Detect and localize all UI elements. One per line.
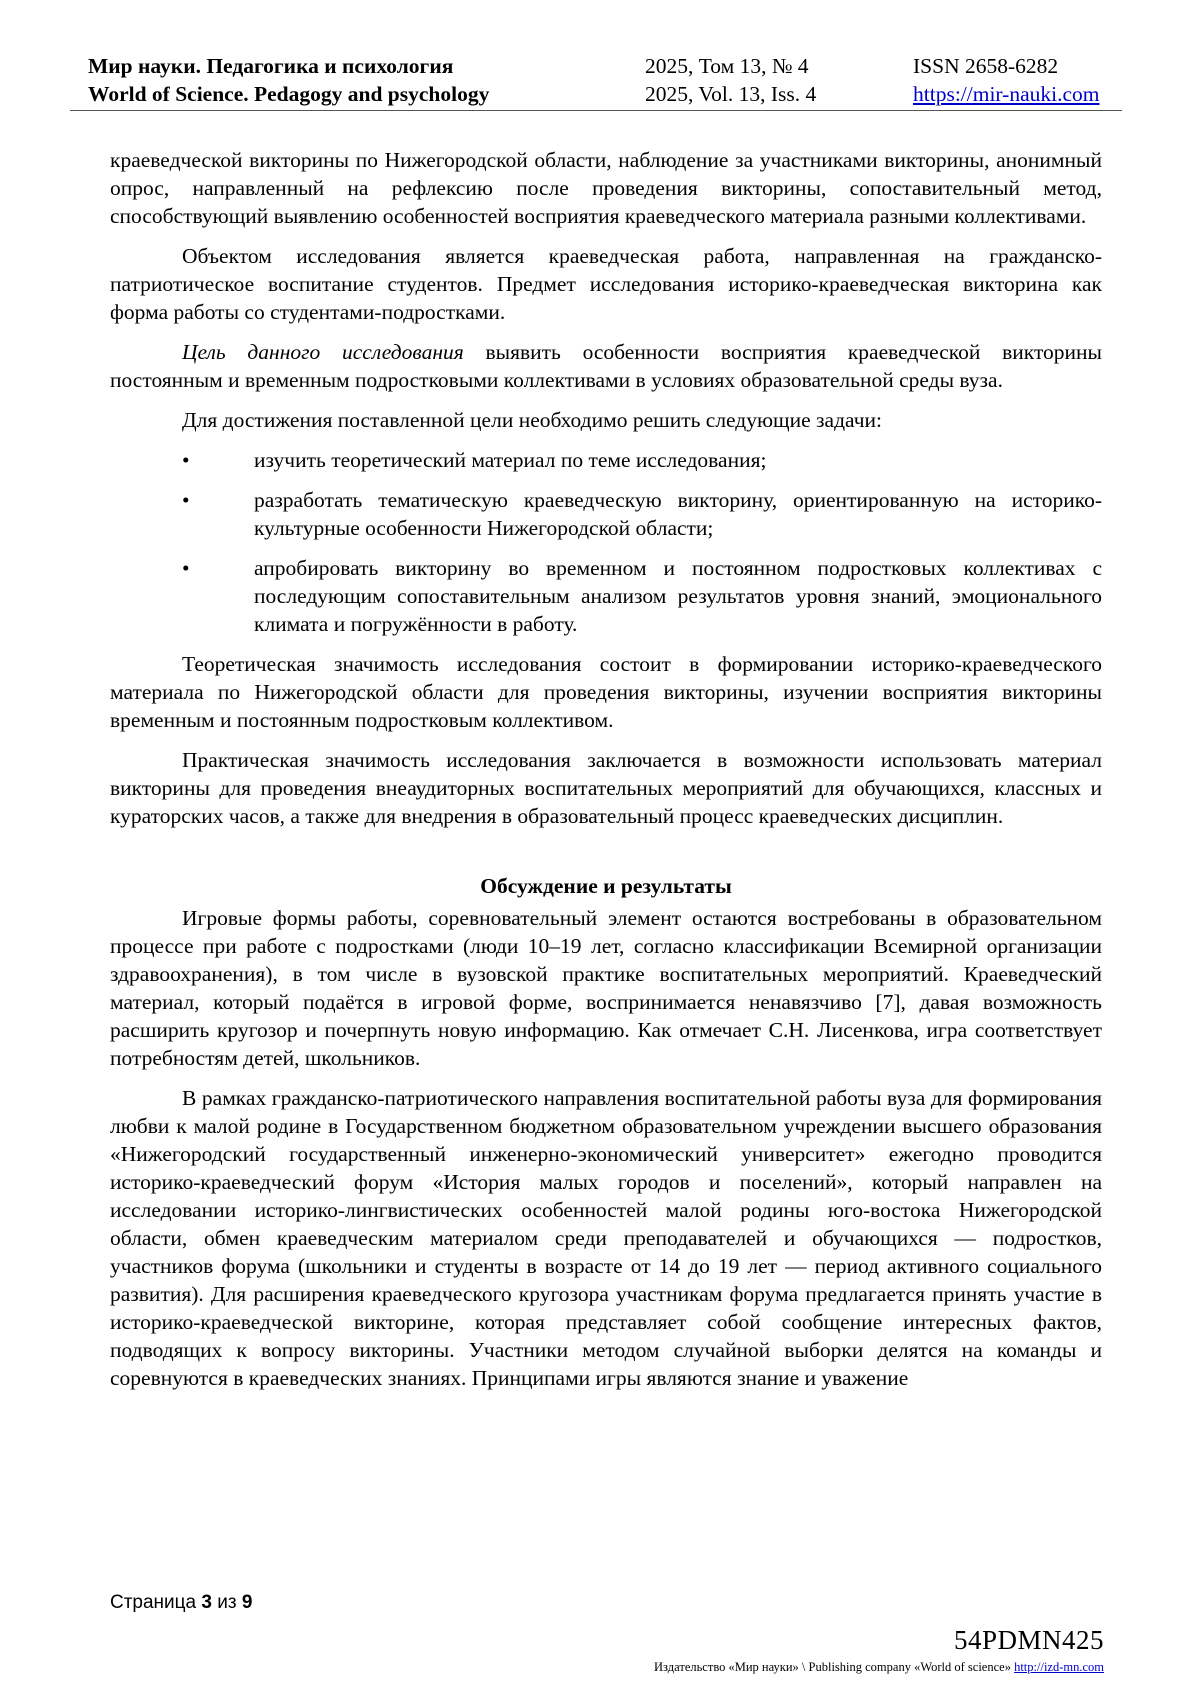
article-code: 54PDMN425 — [953, 1625, 1104, 1655]
paragraph-goal — [110, 338, 1102, 394]
task-text: апробировать викторину во временном и постоянном подростковых коллективах с последующим сопоставительным анализом результатов уровня знаний, эмоционального климата и погружённости в работу. — [254, 556, 1102, 636]
list-item — [110, 554, 1102, 638]
paragraph-tasks-intro: Для достижения поставленной цели необходимо решить следующие задачи: — [182, 408, 882, 432]
list-item — [110, 486, 1102, 542]
page-of: из — [217, 1592, 237, 1613]
bullet-icon: • — [182, 448, 190, 472]
journal-title-en: World of Science. Pedagogy and psychology — [88, 82, 490, 106]
list-item — [110, 446, 1102, 474]
journal-title-ru: Мир науки. Педагогика и психология — [88, 54, 454, 78]
issue-ru: 2025, Том 13, № 4 — [645, 54, 809, 78]
article-body — [110, 146, 1102, 1404]
header-divider — [70, 110, 1122, 111]
section-heading: Обсуждение и результаты — [480, 874, 732, 898]
paragraph-methods: краеведческой викторины по Нижегородской области, наблюдение за участниками викторины, анонимный опрос, направленный на рефлексию после проведения викторины, сопоставительный метод, способствующий выявлению особенностей восприятия краеведческого материала разными коллективами. — [110, 148, 1102, 228]
page-number — [110, 1592, 252, 1614]
task-text: изучить теоретический материал по теме исследования; — [254, 448, 767, 472]
paragraph-discussion-1: Игровые формы работы, соревновательный элемент остаются востребованы в образовательном процессе при работе с подростками (люди 10–19 лет, согласно классификации Всемирной организации здравоохранения), в том числе в вузовской практике воспитательных мероприятий. Краеведческий материал, который подаётся в игровой форме, воспринимается ненавязчиво [7], давая возможность расширить кругозор и почерпнуть новую информацию. Как отмечает С.Н. Лисенкова, игра соответствует потребностям детей, школьников. — [110, 906, 1102, 1070]
issn-block — [913, 52, 1099, 108]
paragraph-discussion-2: В рамках гражданско-патриотического направления воспитательной работы вуза для формирования любви к малой родине в Государственном бюджетном образовательном учреждении высшего образования «Нижегородский государственный инженерно-экономический университет» ежегодно проводится историко-краеведческий форум «История малых городов и поселений», который направлен на исследовании историко-лингвистических особенностей малой родины юго-востока Нижегородской области, обмен краеведческим материалом среди преподавателей и обучающихся — подростков, участников форума (школьники и студенты в возрасте от 14 до 19 лет — период активного социального развития). Для расширения краеведческого кругозора участникам форума предлагается принять участие в историко-краеведческой викторине, которая представляет собой сообщение интересных фактов, подводящих к вопросу викторины. Участники методом случайной выборки делятся на команды и соревнуются в краеведческих знаниях. Принципами игры являются знание и уважение — [110, 1086, 1102, 1390]
page-header — [70, 52, 1122, 112]
task-text: разработать тематическую краеведческую викторину, ориентированную на историко-культурные особенности Нижегородской области; — [254, 488, 1102, 540]
tasks-list — [110, 446, 1102, 638]
goal-italic-phrase: Цель данного исследования — [182, 340, 464, 364]
page-total: 9 — [241, 1592, 253, 1613]
bullet-icon: • — [182, 556, 190, 580]
publisher-url-link[interactable]: http://izd-mn.com — [1014, 1660, 1104, 1674]
issue-en: 2025, Vol. 13, Iss. 4 — [645, 82, 817, 106]
bullet-icon: • — [182, 488, 190, 512]
publisher-text: Издательство «Мир науки» \ Publishing company «World of science» — [654, 1660, 1011, 1674]
page-label: Страница — [110, 1592, 197, 1613]
page-current: 3 — [201, 1592, 212, 1613]
journal-url-link[interactable]: https://mir-nauki.com — [913, 82, 1100, 106]
paragraph-theoretical-significance: Теоретическая значимость исследования состоит в формировании историко-краеведческого материала по Нижегородской области для проведения викторины, изучении восприятия викторины временным и постоянным подростковым коллективом. — [110, 652, 1102, 732]
goal-text: выявить особенности восприятия краеведческой викторины постоянным и временным подростковыми коллективами в условиях образовательной среды вуза. — [110, 340, 1103, 392]
paragraph-object: Объектом исследования является краеведческая работа, направленная на гражданско-патриотическое воспитание студентов. Предмет исследования историко-краеведческая викторина как форма работы со студентами-подростками. — [110, 244, 1102, 324]
publisher-line — [654, 1660, 1104, 1675]
issn: ISSN 2658-6282 — [913, 54, 1059, 78]
journal-title-block — [88, 52, 489, 108]
paragraph-practical-significance: Практическая значимость исследования заключается в возможности использовать материал викторины для проведения внеаудиторных воспитательных мероприятий для обучающихся, классных и кураторских часов, а также для внедрения в образовательный процесс краеведческих дисциплин. — [110, 748, 1102, 828]
issue-block — [645, 52, 816, 108]
